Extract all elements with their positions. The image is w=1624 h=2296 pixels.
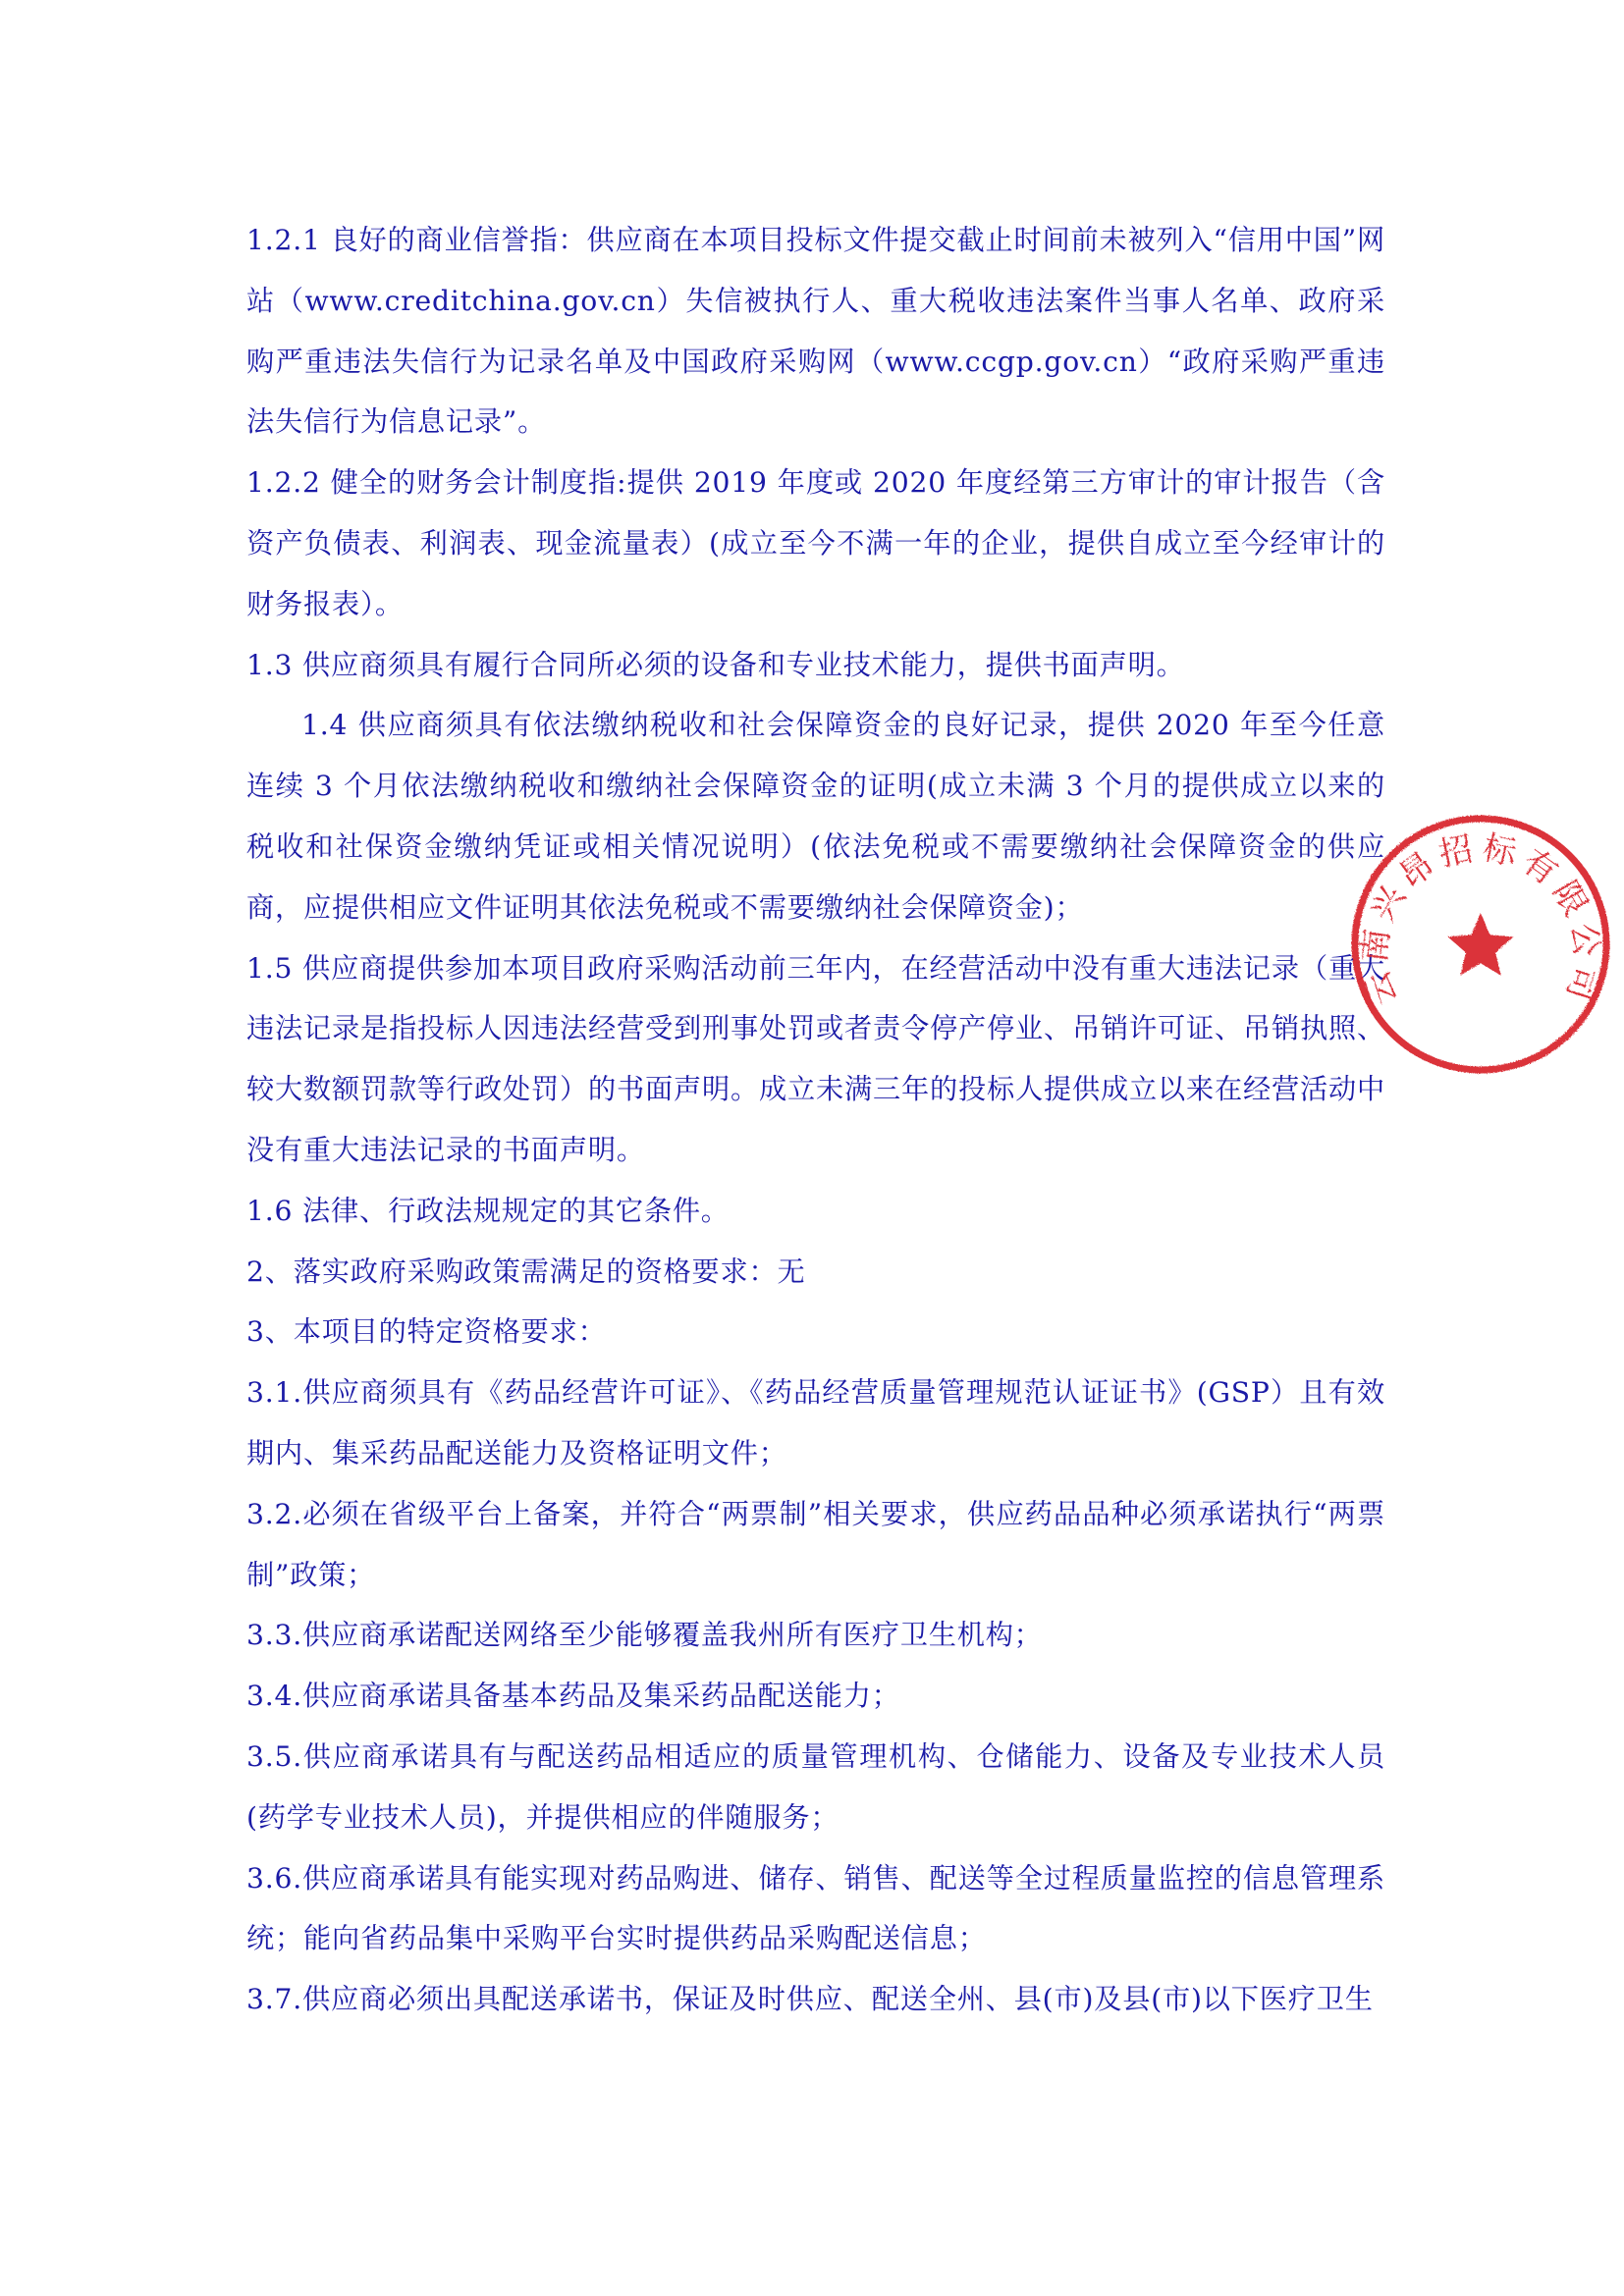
paragraph-1-6: 1.6 法律、行政法规规定的其它条件。 [246,1194,730,1227]
paragraph-3: 3、本项目的特定资格要求： [246,1315,607,1349]
seal-text-path: 云南兴昂招标有限公司 [1354,828,1607,1011]
paragraph-3-7: 3.7.供应商必须出具配送承诺书，保证及时供应、配送全州、县(市)及县(市)以下医疗卫生 [246,1983,1374,2016]
paragraph-1-3: 1.3 供应商须具有履行合同所必须的设备和专业技术能力，提供书面声明。 [246,648,1185,681]
paragraph-3-1: 3.1.供应商须具有《药品经营许可证》、《药品经营质量管理规范认证证书》(GSP）且有效期内、集采药品配送能力及资格证明文件； [246,1376,1385,1469]
paragraph-3-5: 3.5.供应商承诺具有与配送药品相适应的质量管理机构、仓储能力、设备及专业技术人员(药学专业技术人员)，并提供相应的伴随服务； [246,1739,1385,1834]
paragraph-1-5: 1.5 供应商提供参加本项目政府采购活动前三年内，在经营活动中没有重大违法记录（重大违法记录是指投标人因违法经营受到刑事处罚或者责令停产停业、吊销许可证、吊销执照、较大数额罚款等行政处罚）的书面声明。成立未满三年的投标人提供成立以来在经营活动中没有重大违法记录的书面声明。 [246,951,1385,1166]
paragraph-2: 2、落实政府采购政策需满足的资格要求：无 [246,1255,806,1288]
document-body [246,210,1385,2030]
company-seal [1347,811,1614,1078]
paragraph-1-2-2: 1.2.2 健全的财务会计制度指:提供 2019 年度或 2020 年度经第三方审计的审计报告（含资产负债表、利润表、现金流量表）(成立至今不满一年的企业，提供自成立至今经审计的财务报表）。 [246,466,1385,620]
paragraph-3-2: 3.2.必须在省级平台上备案，并符合“两票制”相关要求，供应药品品种必须承诺执行“两票制”政策； [246,1497,1385,1591]
seal-star-icon [1448,913,1514,976]
paragraph-3-6: 3.6.供应商承诺具有能实现对药品购进、储存、销售、配送等全过程质量监控的信息管理系统；能向省药品集中采购平台实时提供药品采购配送信息； [246,1861,1385,1955]
seal-ring [1355,819,1606,1070]
paragraph-3-3: 3.3.供应商承诺配送网络至少能够覆盖我州所有医疗卫生机构； [246,1619,1043,1652]
paragraph-1-2-1: 1.2.1 良好的商业信誉指：供应商在本项目投标文件提交截止时间前未被列入“信用中国”网站（www.creditchina.gov.cn）失信被执行人、重大税收违法案件当事人名单、政府采购严重违法失信行为记录名单及中国政府采购网（www.ccgp.gov.cn）“政府采购严重违法失信行为信息记录”。 [246,224,1385,439]
seal-text [1355,828,1607,1011]
paragraph-1-4: 1.4 供应商须具有依法缴纳税收和社会保障资金的良好记录，提供 2020 年至今任意连续 3 个月依法缴纳税收和缴纳社会保障资金的证明(成立未满 3 个月的提供成立以来的税收和社保资金缴纳凭证或相关情况说明）(依法免税或不需要缴纳社会保障资金的供应商，应提供相应文件证明其依法免税或不需要缴纳社会保障资金)； [246,709,1385,924]
paragraph-3-4: 3.4.供应商承诺具备基本药品及集采药品配送能力； [246,1680,900,1713]
